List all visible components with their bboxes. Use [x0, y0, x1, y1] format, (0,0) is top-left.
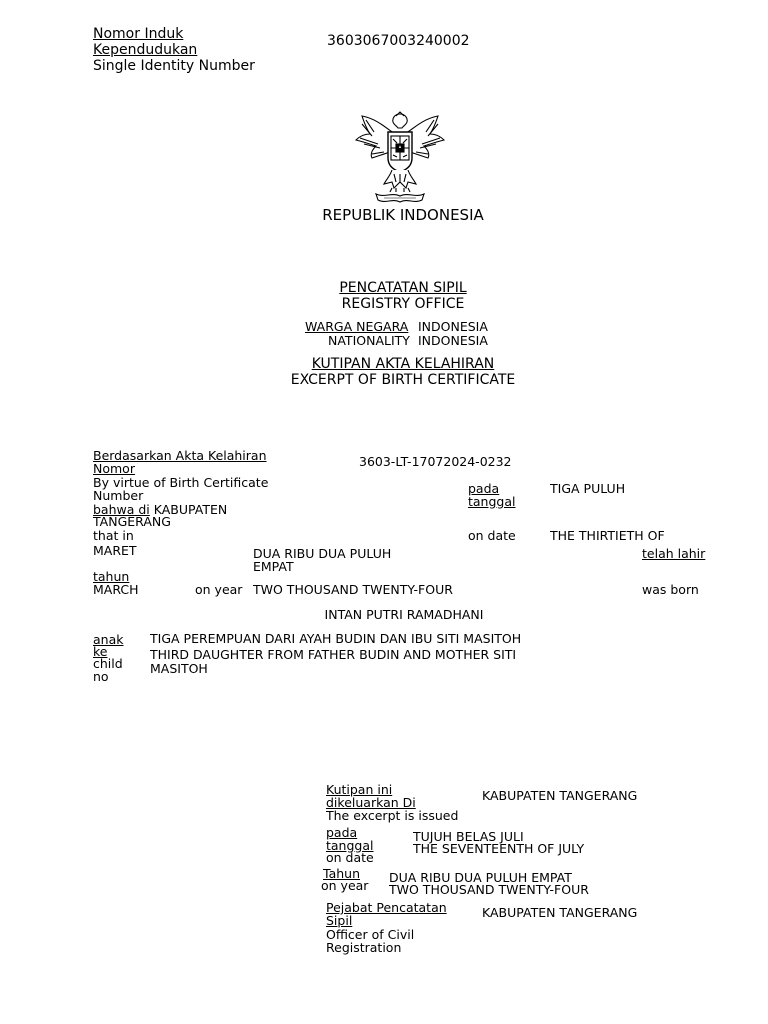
born-label-en: was born: [642, 582, 699, 597]
officer-label-line2: Sipil: [326, 913, 353, 928]
child-order-label-en-line2: no: [93, 669, 109, 684]
issued-year-label-en: on year: [321, 878, 369, 893]
nationality-label-en: NATIONALITY: [328, 333, 410, 348]
nationality-value-en: INDONESIA: [418, 333, 488, 348]
birth-date-value-en: THE THIRTIETH OF: [550, 528, 665, 543]
issued-date-label-line2: tanggal: [326, 838, 374, 853]
issued-year-value: DUA RIBU DUA PULUH EMPAT: [389, 870, 572, 885]
office-title-en: REGISTRY OFFICE: [341, 296, 465, 312]
cert-number-label-line2: Nomor: [93, 461, 135, 476]
issued-date-value: TUJUH BELAS JULI: [413, 829, 524, 844]
birth-place-value: KABUPATEN: [149, 502, 228, 517]
child-order-value-en: THIRD DAUGHTER FROM FATHER BUDIN AND MOTHER SITI MASITOH: [150, 647, 517, 676]
country-title: REPUBLIK INDONESIA: [322, 206, 484, 224]
child-order-value: TIGA PEREMPUAN DARI AYAH BUDIN DAN IBU SITI MASITOH: [150, 631, 522, 646]
birth-date-label: pada: [468, 481, 500, 496]
issued-label-line2: dikeluarkan Di: [326, 795, 416, 810]
nationality-label: WARGA NEGARA: [305, 319, 409, 334]
issued-label-en: The excerpt is issued: [326, 808, 459, 823]
cert-number-label-en: By virtue of Birth Certificate: [93, 475, 269, 490]
born-label: telah lahir: [642, 546, 706, 561]
cert-number-label-en-line2: Number: [93, 488, 144, 503]
issued-date-label: pada: [326, 825, 358, 840]
child-name: INTAN PUTRI RAMADHANI: [324, 607, 484, 622]
issued-date-value-en: THE SEVENTEENTH OF JULY: [413, 841, 585, 856]
issued-label: Kutipan ini: [326, 782, 393, 797]
nationality-value: INDONESIA: [418, 319, 488, 334]
document-title-en: EXCERPT OF BIRTH CERTIFICATE: [290, 372, 516, 388]
issued-place: KABUPATEN TANGERANG: [482, 788, 638, 803]
birth-month: MARET: [93, 543, 137, 558]
birth-place-value-line2: TANGERANG: [93, 514, 171, 529]
child-order-label-en: child: [93, 656, 123, 671]
nik-value: 3603067003240002: [327, 33, 470, 49]
garuda-pancasila-emblem-icon: [350, 110, 450, 205]
birth-place-label-id: bahwa di: [93, 502, 150, 517]
child-order-label: anak: [93, 632, 124, 647]
nik-label: Nomor Induk: [93, 26, 184, 42]
birth-date-label-line2: tanggal: [468, 494, 516, 509]
officer-label: Pejabat Pencatatan: [326, 900, 447, 915]
birth-year-label: tahun: [93, 569, 130, 584]
officer-label-en: Officer of Civil: [326, 927, 415, 942]
document-title: KUTIPAN AKTA KELAHIRAN: [311, 356, 495, 372]
officer-label-en-line2: Registration: [326, 940, 402, 955]
birth-year-label-en: on year: [195, 582, 243, 597]
issued-date-label-en: on date: [326, 850, 374, 865]
birth-date-value: TIGA PULUH: [550, 481, 626, 496]
birth-year-value: DUA RIBU DUA PULUH EMPAT: [253, 546, 392, 574]
issued-year-label: Tahun: [323, 866, 360, 881]
nik-label-en: Single Identity Number: [93, 58, 255, 74]
nik-label-line2: Kependudukan: [93, 42, 198, 58]
cert-number-value: 3603-LT-17072024-0232: [359, 454, 512, 469]
officer-value: KABUPATEN TANGERANG: [482, 905, 638, 920]
child-order-label-line2: ke: [93, 644, 108, 659]
office-title: PENCATATAN SIPIL: [339, 280, 467, 296]
cert-number-label: Berdasarkan Akta Kelahiran: [93, 448, 267, 463]
birth-month-en: MARCH: [93, 582, 139, 597]
birth-year-value-en: TWO THOUSAND TWENTY-FOUR: [253, 582, 453, 597]
birth-place-label-en: that in: [93, 528, 134, 543]
issued-year-value-en: TWO THOUSAND TWENTY-FOUR: [389, 882, 589, 897]
birth-date-label-en: on date: [468, 528, 516, 543]
